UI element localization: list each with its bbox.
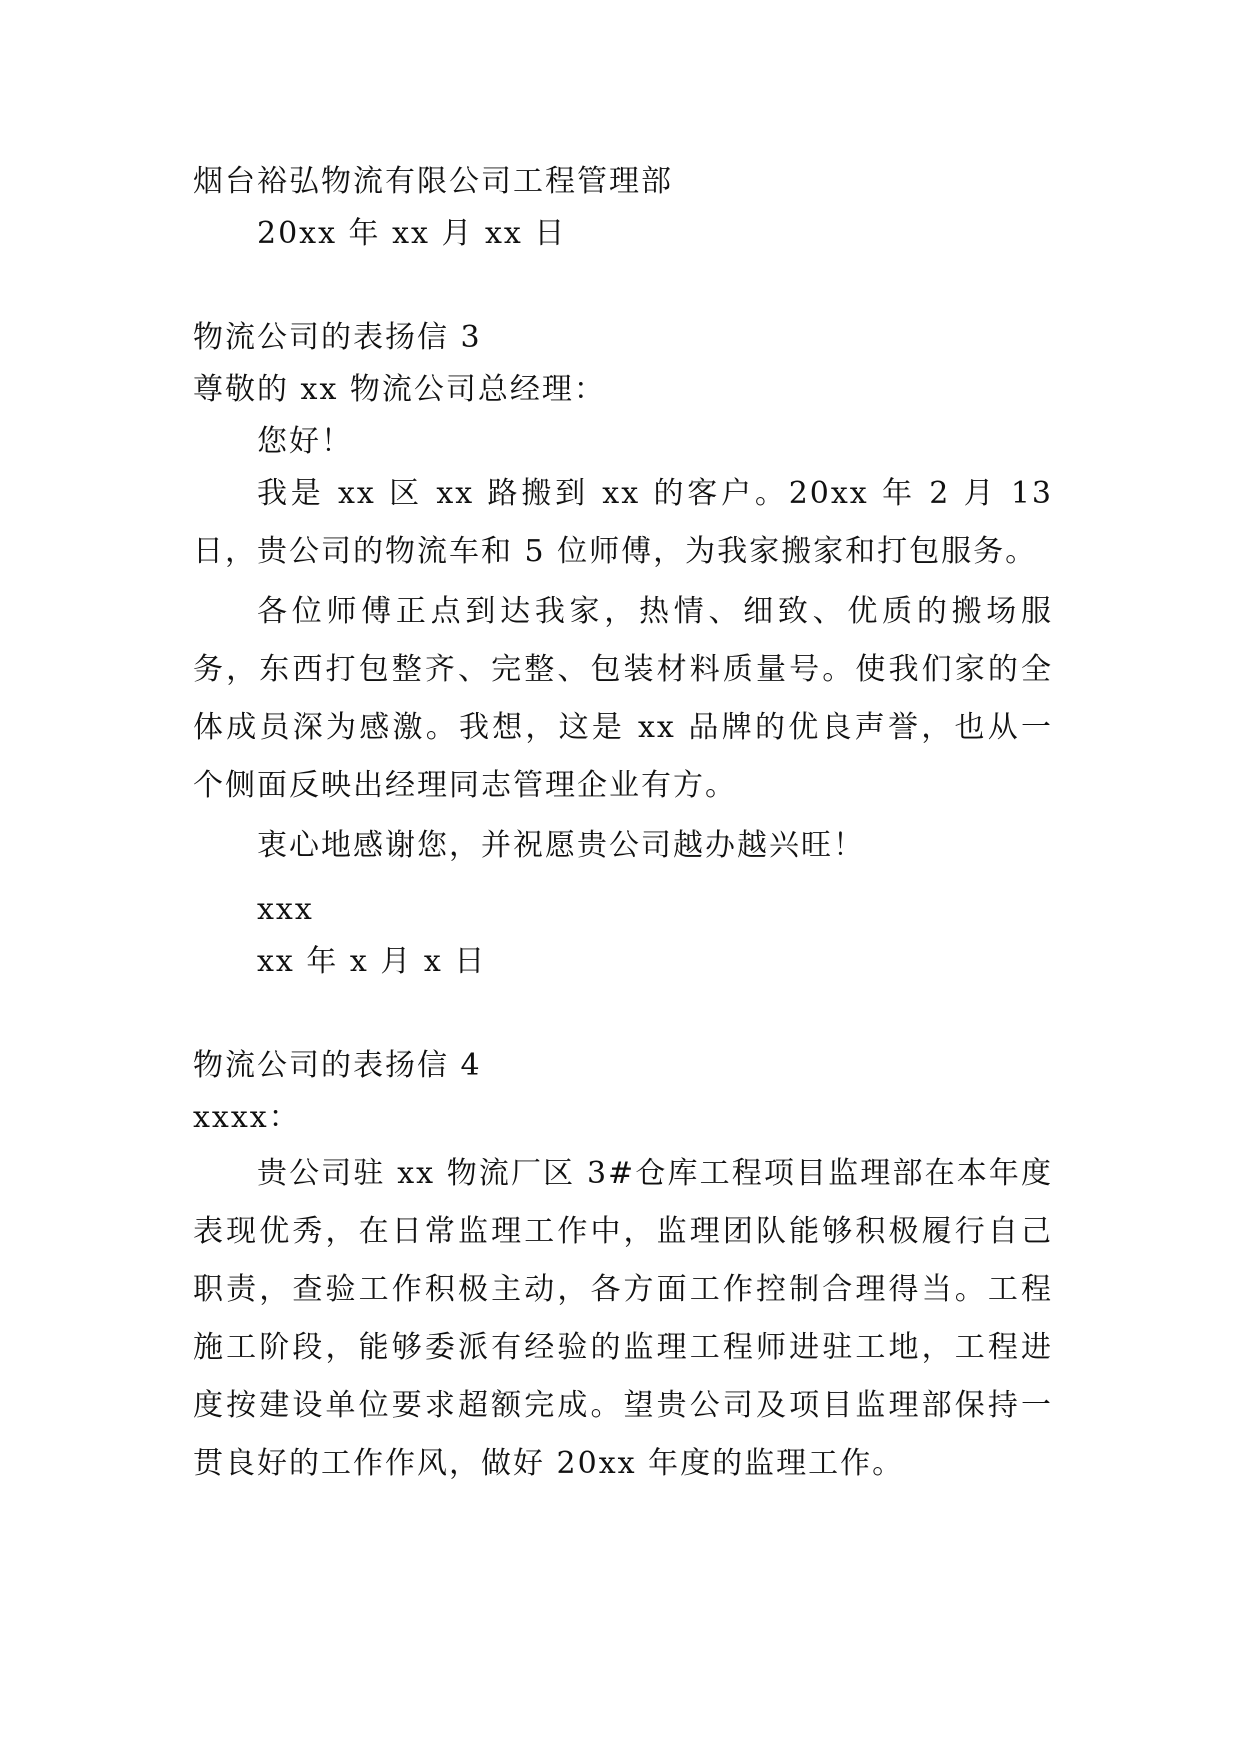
letter3-paragraph-3: 衷心地感谢您，并祝愿贵公司越办越兴旺！ [257,828,865,863]
letter3-paragraph-2: 各位师傅正点到达我家，热情、细致、优质的搬场服务，东西打包整齐、完整、包装材料质量号。使我们家的全体成员深为感激。我想，这是 xx 品牌的优良声誉，也从一个侧面反映出经理同志管理企业有方。 [193,594,1053,803]
letter4-title: 物流公司的表扬信 4 [193,1048,482,1083]
letter4-paragraph-1: 贵公司驻 xx 物流厂区 3#仓库工程项目监理部在本年度表现优秀，在日常监理工作中，监理团队能够积极履行自己职责，查验工作积极主动，各方面工作控制合理得当。工程施工阶段，能够委派有经验的监理工程师进驻工地，工程进度按建设单位要求超额完成。望贵公司及项目监理部保持一贯良好的工作作风，做好 20xx 年度的监理工作。 [193,1156,1053,1481]
letter3-salutation: 尊敬的 xx 物流公司总经理： [193,372,606,407]
letter3-title: 物流公司的表扬信 3 [193,320,482,355]
letter3-date: xx 年 x 月 x 日 [257,944,487,979]
closing-organization: 烟台裕弘物流有限公司工程管理部 [193,164,673,199]
letter4-salutation: xxxx： [193,1100,301,1135]
closing-date: 20xx 年 xx 月 xx 日 [257,216,567,251]
letter3-signature: xxx [257,892,314,927]
letter3-greeting: 您好！ [257,424,353,459]
letter3-paragraph-1: 我是 xx 区 xx 路搬到 xx 的客户。20xx 年 2 月 13 日，贵公司的物流车和 5 位师傅，为我家搬家和打包服务。 [193,476,1053,569]
